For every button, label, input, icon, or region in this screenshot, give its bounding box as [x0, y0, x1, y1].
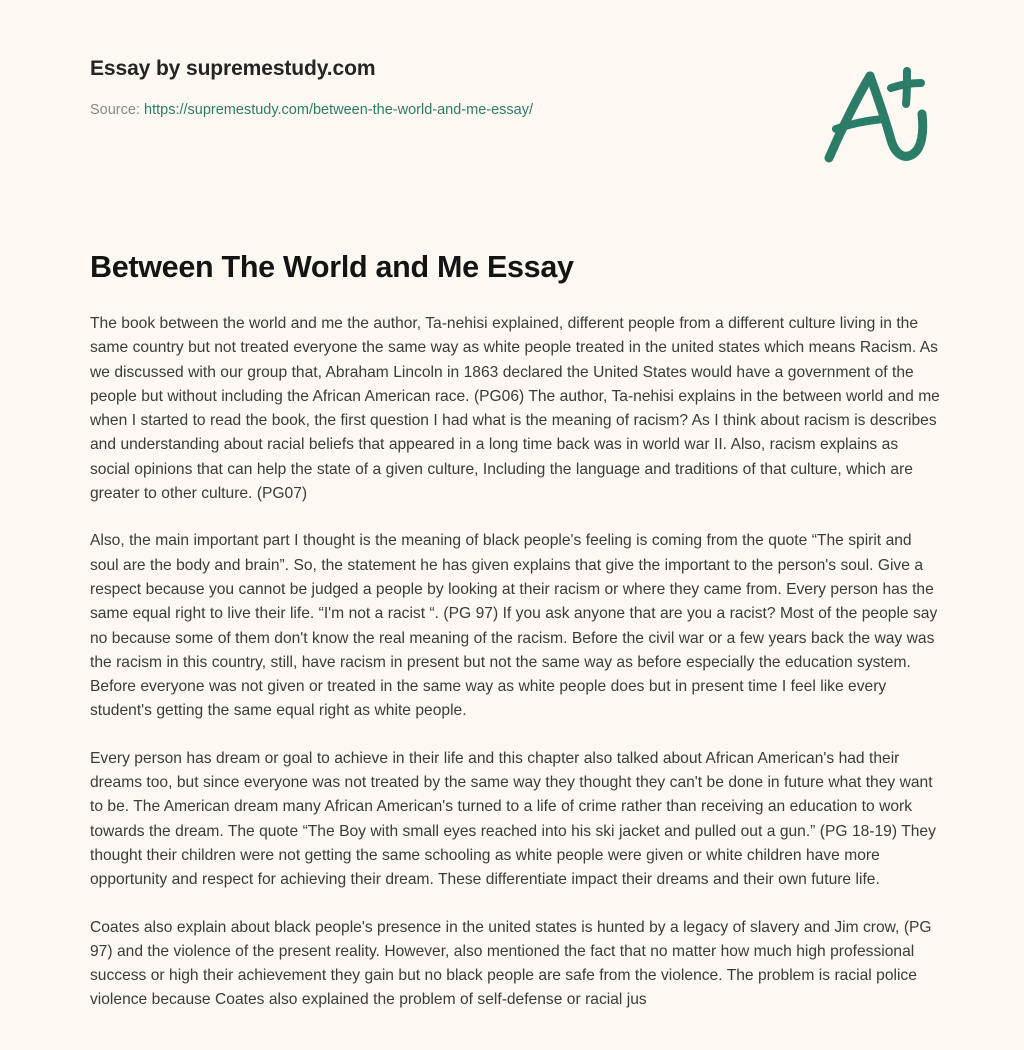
essay-body: [90, 312, 942, 1013]
page-title: Between The World and Me Essay: [90, 250, 574, 284]
a-plus-logo-icon: [812, 62, 932, 174]
a-plus-logo: [812, 62, 932, 174]
paragraph: Also, the main important part I thought is the meaning of black people's feeling is coming from the quote “The spirit and soul are the body and brain”. So, the statement he has given explains that give the important to the person's soul. Give a respect because you cannot be judged a people by looking at their racism or where they came from. Every person has the same equal right to live their life. “I'm not a racist “. (PG 97) If you ask anyone that are you a racist? Most of the people say no because some of them don't know the real meaning of the racism. Before the civil war or a few years back the way was the racism in this country, still, have racism in present but not the same way as before especially the education system. Before everyone was not given or treated in the same way as white people does but in present time I feel like every student's getting the same equal right as white people.: [90, 532, 938, 720]
paragraph: Coates also explain about black people's presence in the united states is hunted by a legacy of slavery and Jim crow, (PG 97) and the violence of the present reality. However, also mentioned the fact that no matter how much high professional success or high their achievement they gain but no black people are safe from the violence. The problem is racial police violence because Coates also explained the problem of self-defense or racial jus: [90, 918, 932, 1009]
paragraph: Every person has dream or goal to achieve in their life and this chapter also talked about African American's had their dreams too, but since everyone was not treated by the same way they thought they can't be done in future what they want to be. The American dream many African American's turned to a life of crime rather than receiving an education to work towards the dream. The quote “The Boy with small eyes reached into his ski jacket and pulled out a gun.” (PG 18-19) They thought their children were not getting the same schooling as white people were given or white children have more opportunity and respect for achieving their dream. These differentiate impact their dreams and their own future life.: [90, 749, 936, 889]
source-url-link[interactable]: https://supremestudy.com/between-the-world-and-me-essay/: [144, 102, 533, 119]
source-label: Source:: [90, 102, 140, 119]
paragraph: The book between the world and me the author, Ta-nehisi explained, different people from a different culture living in the same country but not treated everyone the same way as white people treated in the united states which means Racism. As we discussed with our group that, Abraham Lincoln in 1863 declared the United States would have a government of the people but without including the African American race. (PG06) The author, Ta-nehisi explains in the between world and me when I started to read the book, the first question I had what is the meaning of racism? As I think about racism is describes and understanding about racial beliefs that appeared in a long time back was in world war II. Also, racism explains as social opinions that can help the state of a given culture, Including the language and traditions of that culture, which are greater to other culture. (PG07): [90, 315, 940, 503]
byline: Essay by supremestudy.com: [90, 57, 376, 80]
